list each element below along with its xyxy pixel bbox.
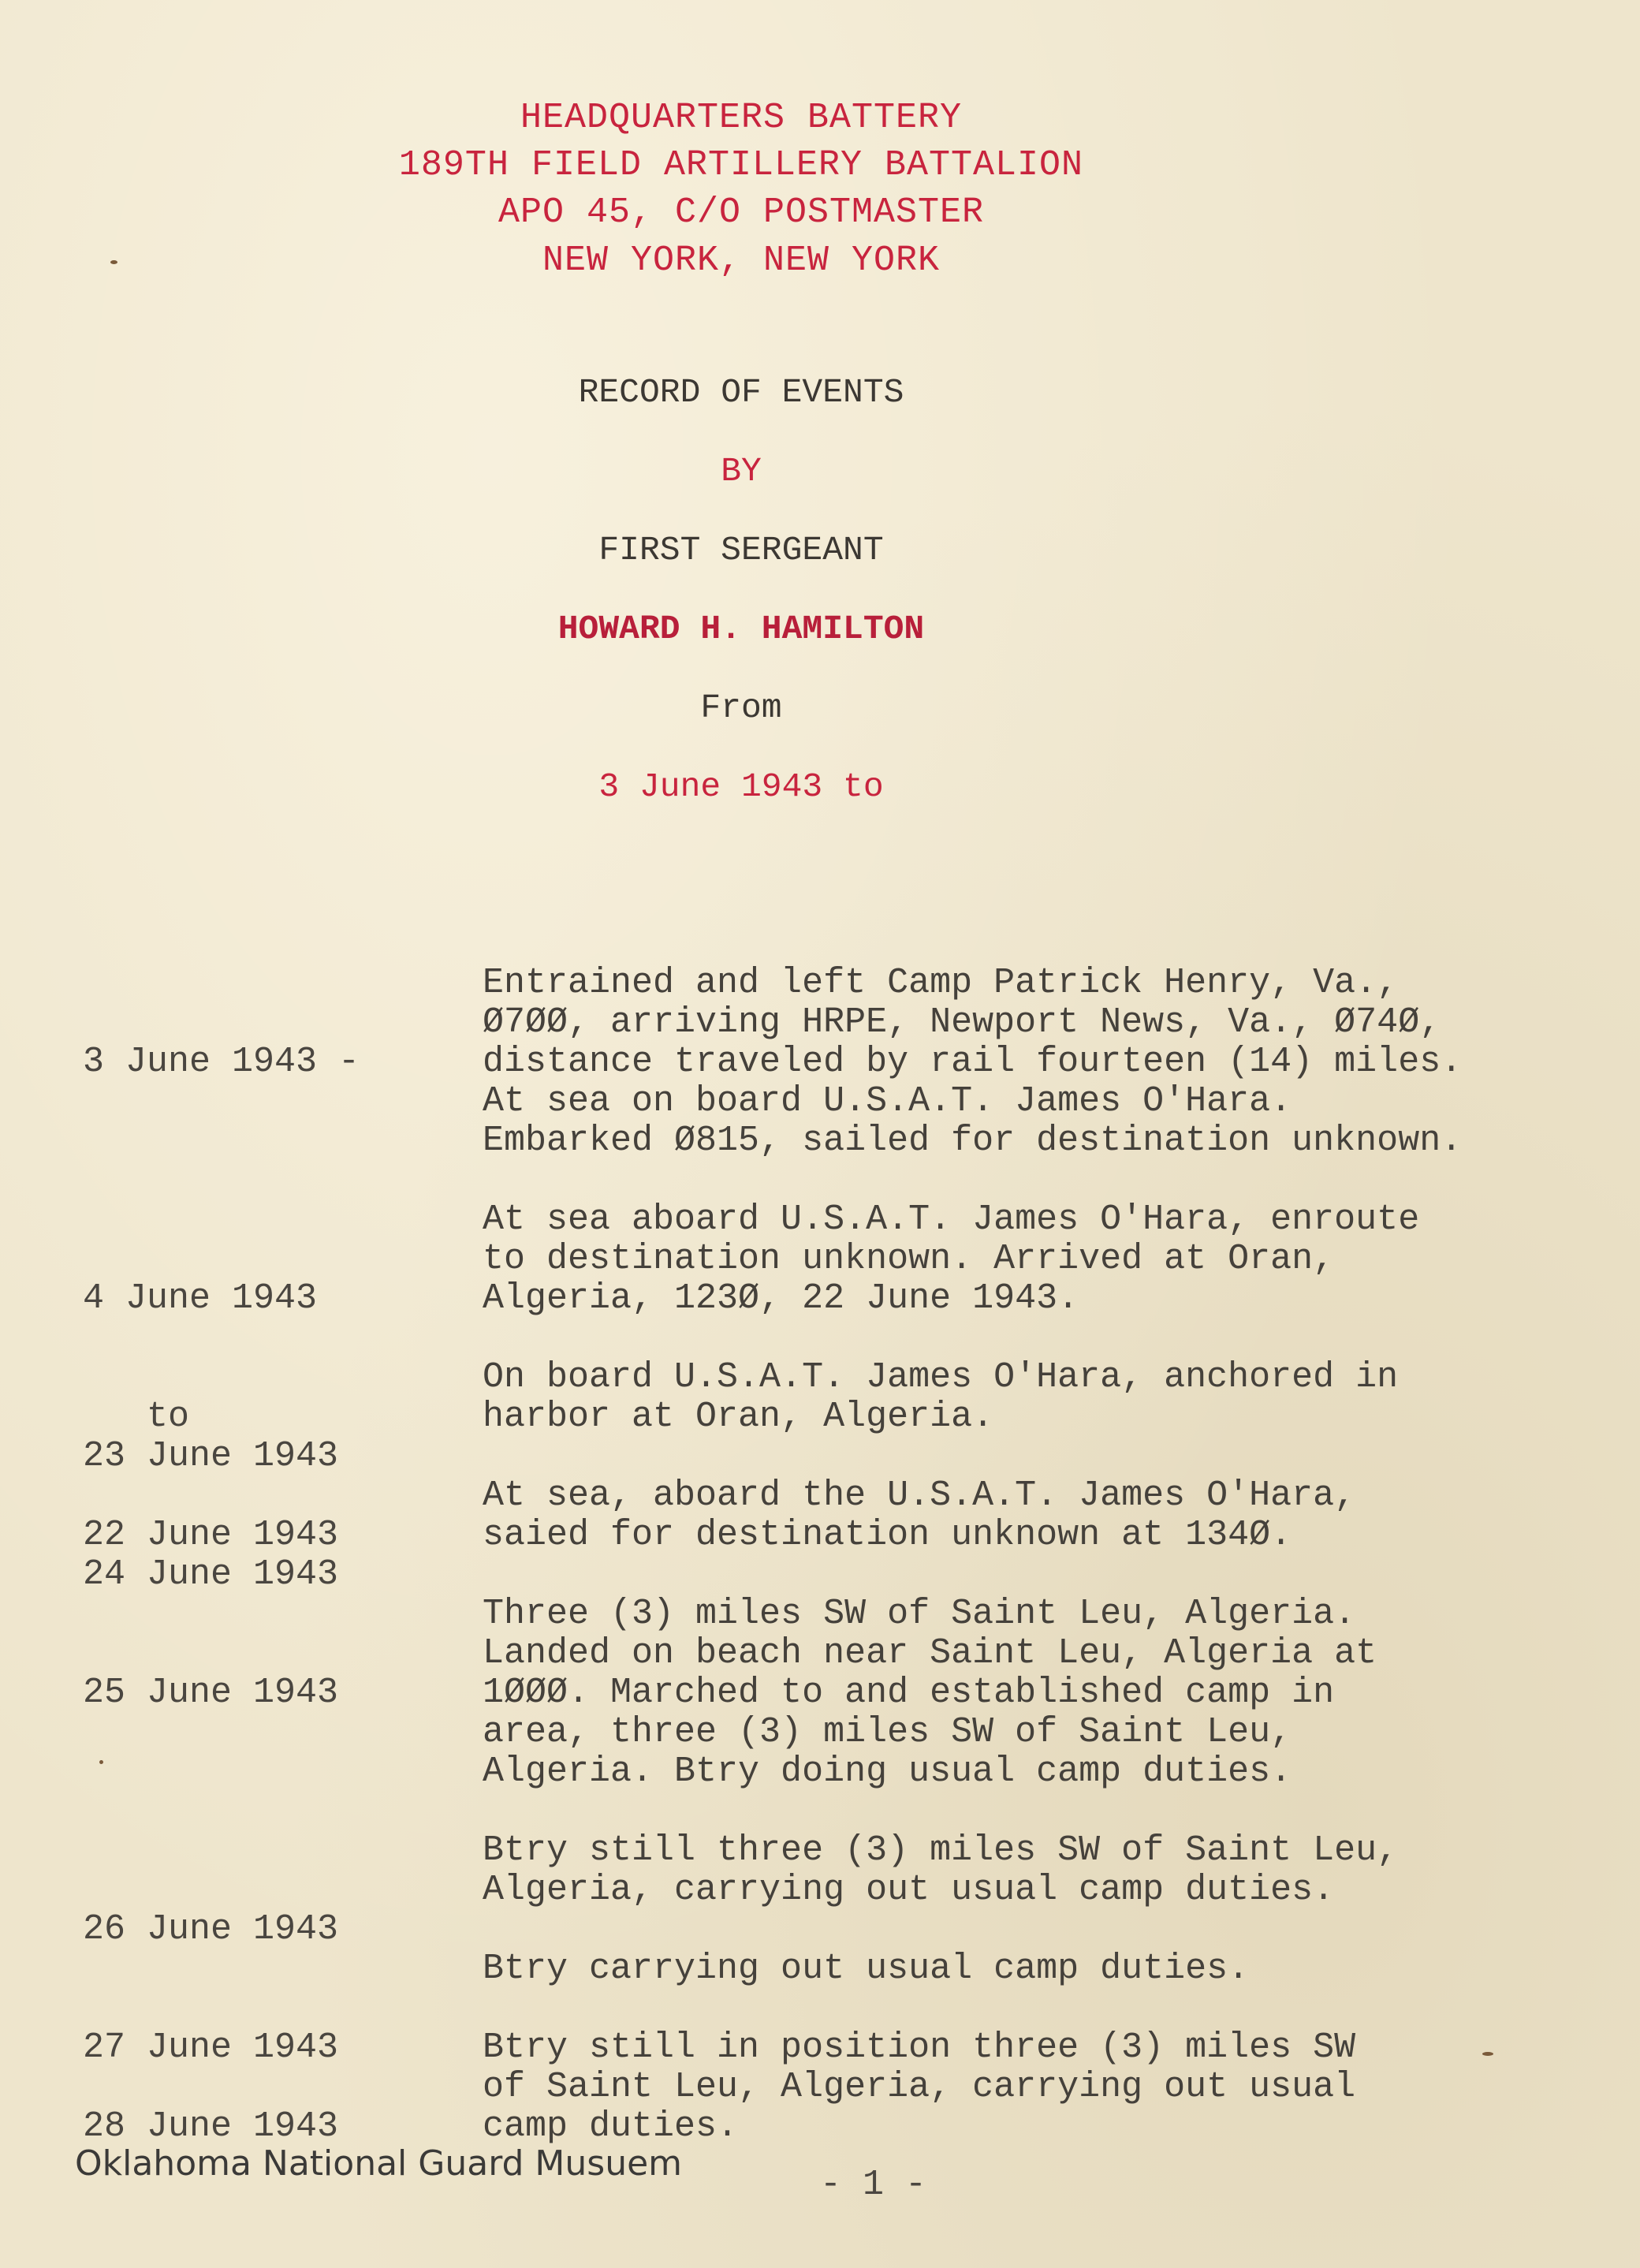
entry-date-line: to: [83, 1397, 190, 1437]
entry-text-line: On board U.S.A.T. James O'Hara, anchored in: [483, 1357, 1399, 1397]
entry-date-line: 22 June 1943: [83, 1515, 339, 1555]
entry-date-line: 23 June 1943: [83, 1436, 339, 1476]
letterhead-line-2: 189TH FIELD ARTILLERY BATTALION: [398, 145, 1084, 185]
entry-text-line: harbor at Oran, Algeria.: [483, 1397, 994, 1437]
entry-date-line: 4 June 1943: [83, 1278, 318, 1319]
title-date-range: 3 June 1943 to: [598, 767, 884, 806]
entry-text-line: 1ØØØ. Marched to and established camp in: [483, 1673, 1335, 1713]
paper-speck: [99, 1760, 103, 1764]
museum-watermark: Oklahoma National Guard Musuem: [75, 2143, 683, 2184]
title-rank: FIRST SERGEANT: [598, 531, 884, 569]
entry-text-line: of Saint Leu, Algeria, carrying out usual: [483, 2067, 1356, 2107]
entry-text: [483, 2028, 1618, 2147]
entry-text-line: Btry still three (3) miles SW of Saint Leu,: [483, 1830, 1399, 1871]
entry-text-line: Btry still in position three (3) miles SW: [483, 2027, 1356, 2068]
entry-date-line: 26 June 1943: [83, 1909, 339, 1949]
letterhead-line-4: NEW YORK, NEW YORK: [542, 241, 941, 281]
entry-text-line: Embarked Ø815, sailed for destination unknown.: [483, 1121, 1463, 1161]
entry-text-line: Algeria, carrying out usual camp duties.: [483, 1870, 1335, 1910]
letterhead-line-1: HEADQUARTERS BATTERY: [520, 98, 963, 138]
entry-text-line: At sea aboard U.S.A.T. James O'Hara, enroute: [483, 1199, 1420, 1240]
title-by: BY: [721, 452, 762, 491]
entry-text-line: camp duties.: [483, 2106, 739, 2147]
title-from: From: [700, 688, 782, 727]
entry-text: [483, 964, 1618, 1161]
entry-text-line: Three (3) miles SW of Saint Leu, Algeria.: [483, 1594, 1356, 1634]
entry-text-line: Algeria, 123Ø, 22 June 1943.: [483, 1278, 1079, 1319]
entry-text-line: Algeria. Btry doing usual camp duties.: [483, 1751, 1292, 1792]
entry-text-line: Ø7ØØ, arriving HRPE, Newport News, Va., Ø74Ø,: [483, 1002, 1441, 1043]
entry-text: [483, 1476, 1618, 1555]
entry-text-line: area, three (3) miles SW of Saint Leu,: [483, 1712, 1292, 1752]
entry-text-line: At sea, aboard the U.S.A.T. James O'Hara,: [483, 1475, 1356, 1516]
title-record-of-events: RECORD OF EVENTS: [578, 373, 904, 412]
paper-speck: [110, 260, 117, 264]
entry-date-line: 3 June 1943 -: [83, 1042, 360, 1082]
entry-text: [483, 1200, 1618, 1319]
entry-text: [483, 1595, 1618, 1792]
entry-text: [483, 1949, 1618, 1989]
entry-text-line: Entrained and left Camp Patrick Henry, Va.,: [483, 963, 1399, 1003]
entry-date-line: 25 June 1943: [83, 1673, 339, 1713]
entry-text-line: to destination unknown. Arrived at Oran,: [483, 1239, 1335, 1279]
entry-date: [83, 1595, 445, 1792]
entry-date-line: 24 June 1943: [83, 1554, 339, 1595]
page-number: - 1 -: [820, 2165, 927, 2205]
title-name: HOWARD H. HAMILTON: [557, 610, 925, 648]
entry-text-line: Btry carrying out usual camp duties.: [483, 1949, 1250, 1989]
entry-text: [483, 1358, 1618, 1437]
paper-speck: [1482, 2052, 1493, 2056]
entry-date-line: 27 June 1943: [83, 2027, 339, 2068]
entry-text: [483, 1831, 1618, 1910]
letterhead-line-3: APO 45, C/O POSTMASTER: [498, 192, 985, 233]
entry-text-line: saied for destination unknown at 134Ø.: [483, 1515, 1292, 1555]
entry-text-line: At sea on board U.S.A.T. James O'Hara.: [483, 1081, 1292, 1121]
entry-text-line: Landed on beach near Saint Leu, Algeria at: [483, 1633, 1377, 1673]
entry-date-line: 28 June 1943: [83, 2106, 339, 2147]
entry-text-line: distance traveled by rail fourteen (14) miles.: [483, 1042, 1463, 1082]
entry-date: [83, 964, 445, 1161]
entry-date: [83, 2028, 445, 2225]
